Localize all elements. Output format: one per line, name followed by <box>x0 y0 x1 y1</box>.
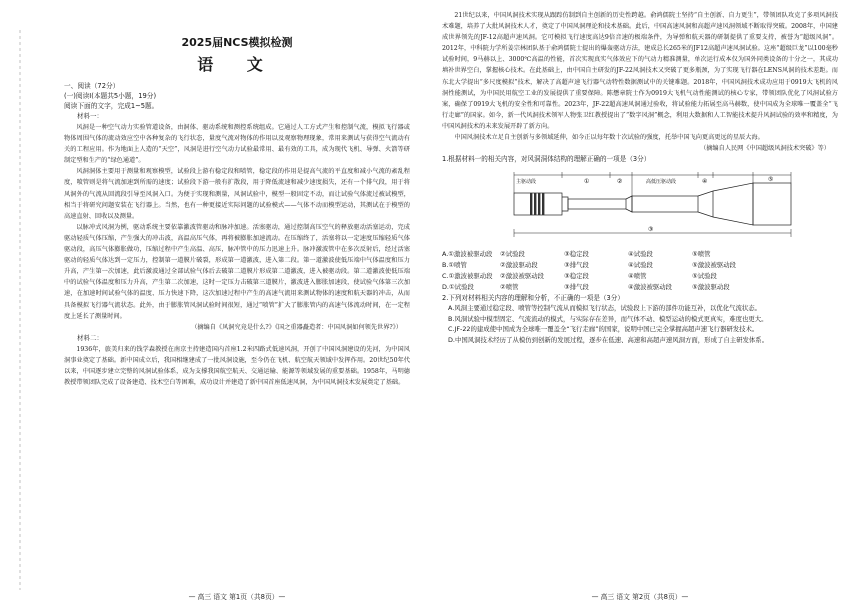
paragraph: 21世纪以来，中国风洞技术实现从跟踪仿制到自主创新的历史性跨越。俞鸿儒院士坚持“自主创新、自力更生”，带领团队攻克了多项风洞技术难题，培养了大批风洞技术人才，奠定了中国风洞理论和技术基础。此后，中国高速风洞和高超声速风洞领域不断取得突破。2008年，中国建成世界领先的JF-12高超声速风洞。它可模拟飞行速度高达9倍音速的极端条件，为导弹和航天器的研制提供了重要支持，被誉为“超级风洞”。2012年，中科院力学所姜宗林团队基于俞鸿儒院士提出的爆轰驱动方法，建成总长265米的JF12高超声速风洞试验。这座“超级巨龙”以100毫秒试验时间，9马赫以上、3000℃高温的性能，首次实现真实气体效应下的气动力精准测量，单次运行成本仅为国外同类设备的十分之一，其成功填补世界空白，掌握核心技术。在此基础上，由中国自主研发的JF-22风洞技术又突破了更多瓶颈，为了实现飞行器在LENS风洞的技术差距。而东北大学提出“多尺度模拟”技术，解决了高超声速飞行器气动特性数据测试中的关键难题。2018年，中国风洞技术成功应用于0919大飞机的风洞性能测试，为中国民用航空工业的发展提供了重要保障。陈懋章院士作为0919大飞机气动性能测试的核心专家，带领团队优化了风洞试验方案，确保了0919大飞机的安全性和可靠性。2023年，JF-22超高速风洞通过验收，将试验能力拓展至高马赫数，使中国成为全球唯一覆盖全“飞行走廊”的国家。如今，新一代风洞技术领军人物张卫红教授提出了“数字风洞”概念，利用大数据和人工智能技术提升风洞试验的效率和精度，为中国风洞技术的未来发展开辟了新方向。 <box>442 12 838 130</box>
choice-a: A.风洞主要通过稳定段、喷管等控制气流从而模拟飞行状态，试验段上下游的部件功能互补，以优化气流状态。 <box>448 304 762 313</box>
choice-c: C.JF-22的建成使中国成为全球唯一覆盖全“飞行走廊”的国家，说明中国已完全掌握高超声速飞行器研发技术。 <box>448 325 759 334</box>
subject-title: 语 文 <box>197 55 277 74</box>
exam-page-2 <box>430 0 860 607</box>
page-footer: — 高三 语文 第1页（共8页）— <box>188 593 286 601</box>
section-heading: 一、阅读（72分） <box>64 82 120 90</box>
paragraph: 风洞是一种空气动力实验管道设备，由洞体、驱动系统和测控系统组成。它通过人工方式产生和控制气流，模拟飞行器或物体周围气体的流动效应空中各种复杂的飞行状态，量度气流对物体的作用以及观察物理现象，常用来测试与获得空气流动有关的工程应用。作为地面上人造的“天空”，风洞是进行空气动力试验最常用、最有效的工具，成为现代飞机、导弹、火箭等研制定型和生产的“绿色通道”。 <box>64 124 410 165</box>
reading-instruction: 阅读下面的文字，完成1~5题。 <box>64 102 159 110</box>
question-2: 2.下列对材料相关内容的理解和分析，不正确的一项是（3分） <box>442 293 624 302</box>
option-row: C.①激波被驱动段 ②激波被驱动段 ③稳定段 ④喷管 ⑤试验段 <box>442 271 717 280</box>
material-1-label: 材料一： <box>77 112 103 120</box>
binding-line-icon <box>18 30 22 590</box>
diagram-label-mid: 高低压驱动段 <box>646 178 677 185</box>
option-row: A.①激波被驱动段 ②试验段 ③稳定段 ④试验段 ⑤喷管 <box>442 249 711 258</box>
page-footer: — 高三 语文 第2页（共8页）— <box>591 593 689 601</box>
paragraph: 1936年，旅美归来的钱学森教授在南京主持建造国内首座1.2米四路式低速风洞，开创了中国风洞建设的先河，为中国风洞事业奠定了基础。新中国成立后，我国相继建成了一批风洞设施，至今仍在飞机、航空航天领域中发挥作用。20世纪50年代以来，中国逐步建立完整的风洞试验体系，成为支撑我国航空航天、交通运输、能源等领域发展的重要基础。1958年，马明德教授带领团队完成了设备建造、技术空白等困难，成功设计并建造了新中国首座低速风洞，为中国风洞技术发展奠定了基础。 <box>64 345 410 386</box>
diagram-label-3: ③ <box>648 226 654 233</box>
choice-b: B.风洞试验中模型固定、气流流动的模式，与实际存在差异，而气体不动、模型运动的模式更真实，难度也更大。 <box>448 314 768 323</box>
diagram-label-2: ② <box>617 178 623 185</box>
option-row: D.①试验段 ②喷管 ③排气段 ④激波被驱动段 ⑤激波驱动段 <box>442 282 730 291</box>
paragraph: 风洞洞体主要用于测量和观察模型，试验段上游有稳定段和喷管，稳定段的作用是提高气流的平直度和减小气流的紊乱程度，喷管则是将气流加速到所需的速度；试验段下游一般有扩散段，用于降低流速和减少速度损失，还有一个排气段，用于将风洞外的气流从回流段引导至风洞入口。为便于实现和测量，风洞试验中，模型一般固定不动，而让试验气体流过被试模型，相当于将研究问题安装在飞行器上。当然，也有一种更接近实际问题的试验模式——气体不动而模型运动，其测试在于模型的高速直射、回收以及测量。 <box>64 168 410 220</box>
exam-title: 2025届NCS模拟检测 <box>181 36 293 49</box>
option-row: B.①喷管 ②激波驱动段 ③排气段 ④试验段 ⑤激波被驱动段 <box>442 260 737 269</box>
diagram-label-1: ① <box>584 178 590 185</box>
paragraph: 中国风洞技术立足自主创新与多领域延伸，如今正以每年数十次试验的强度，托举中国飞向更高更远的星辰大海。 <box>454 134 764 142</box>
diagram-label-left: 主驱动段 <box>516 178 537 185</box>
wind-tunnel-diagram <box>508 169 798 241</box>
diagram-label-5: ⑤ <box>768 176 774 183</box>
choice-d: D.中国风洞技术经历了从模仿到创新的发展过程，逐步在低速、高速和高超声速风洞方面，形成了自主研发体系。 <box>448 335 769 344</box>
source-citation: （摘编自《风洞究竟是什么?》《国之重器矗造者：中国风洞如何领先世界?》） <box>191 323 402 331</box>
source-citation: （摘编自人民网《中国超级风洞技术突破》等） <box>700 145 830 153</box>
question-1: 1.根据材料一的相关内容，对风洞洞体结构的理解正确的一项是（3分） <box>442 155 651 164</box>
diagram-label-4: ④ <box>702 178 708 185</box>
sub-section-heading: (一)阅读Ⅰ(本题共5小题，19分) <box>64 92 157 100</box>
paragraph: 以脉冲式风洞为例，驱动系统主要依靠激波管驱动和脉冲加速。活塞驱动，通过控制高压空气的释放驱动活塞运动，完成驱动轻质气体压缩，产生强大的冲击波，高温高压气体，再将被膨胀加速流动。在压缩终了，活塞将以一定速度压缩轻质气体驱动段，高压气体膨胀做功，压缩过程中产生高温、高压，脉冲管中的压力迅速上升。脉冲激波管中在多次反射后，经过活塞驱动的轻质气体达到一定压力，控制第一道膜片破裂，形成第一道激波，进入第二段。第一道激波使低压端中气体温度和压力升高，产生第一次加速，此后激波通过全部试验气体后去破第二道膜片形成第二道激波，进入被驱动段。第二道激波使低压端中的试验气体温度和压力升高，产生第二次加速，这时一定压力击破第三道膜片，激波进入膨胀加速段，使试验气体第三次加速，在加速时间试验气体的温度、压力快速下降，这次加速过程中产生的高速气流用来测试物体的速度和航天器的冲击，从而具备模拟飞行器气流状态。此外，由于膨胀管风洞试验时间很短，通过“喷管”扩大了膨胀管内的高速气体流动时间，在一定程度上延长了测量时间。 <box>64 223 410 320</box>
material-2-label: 材料二： <box>77 333 103 342</box>
